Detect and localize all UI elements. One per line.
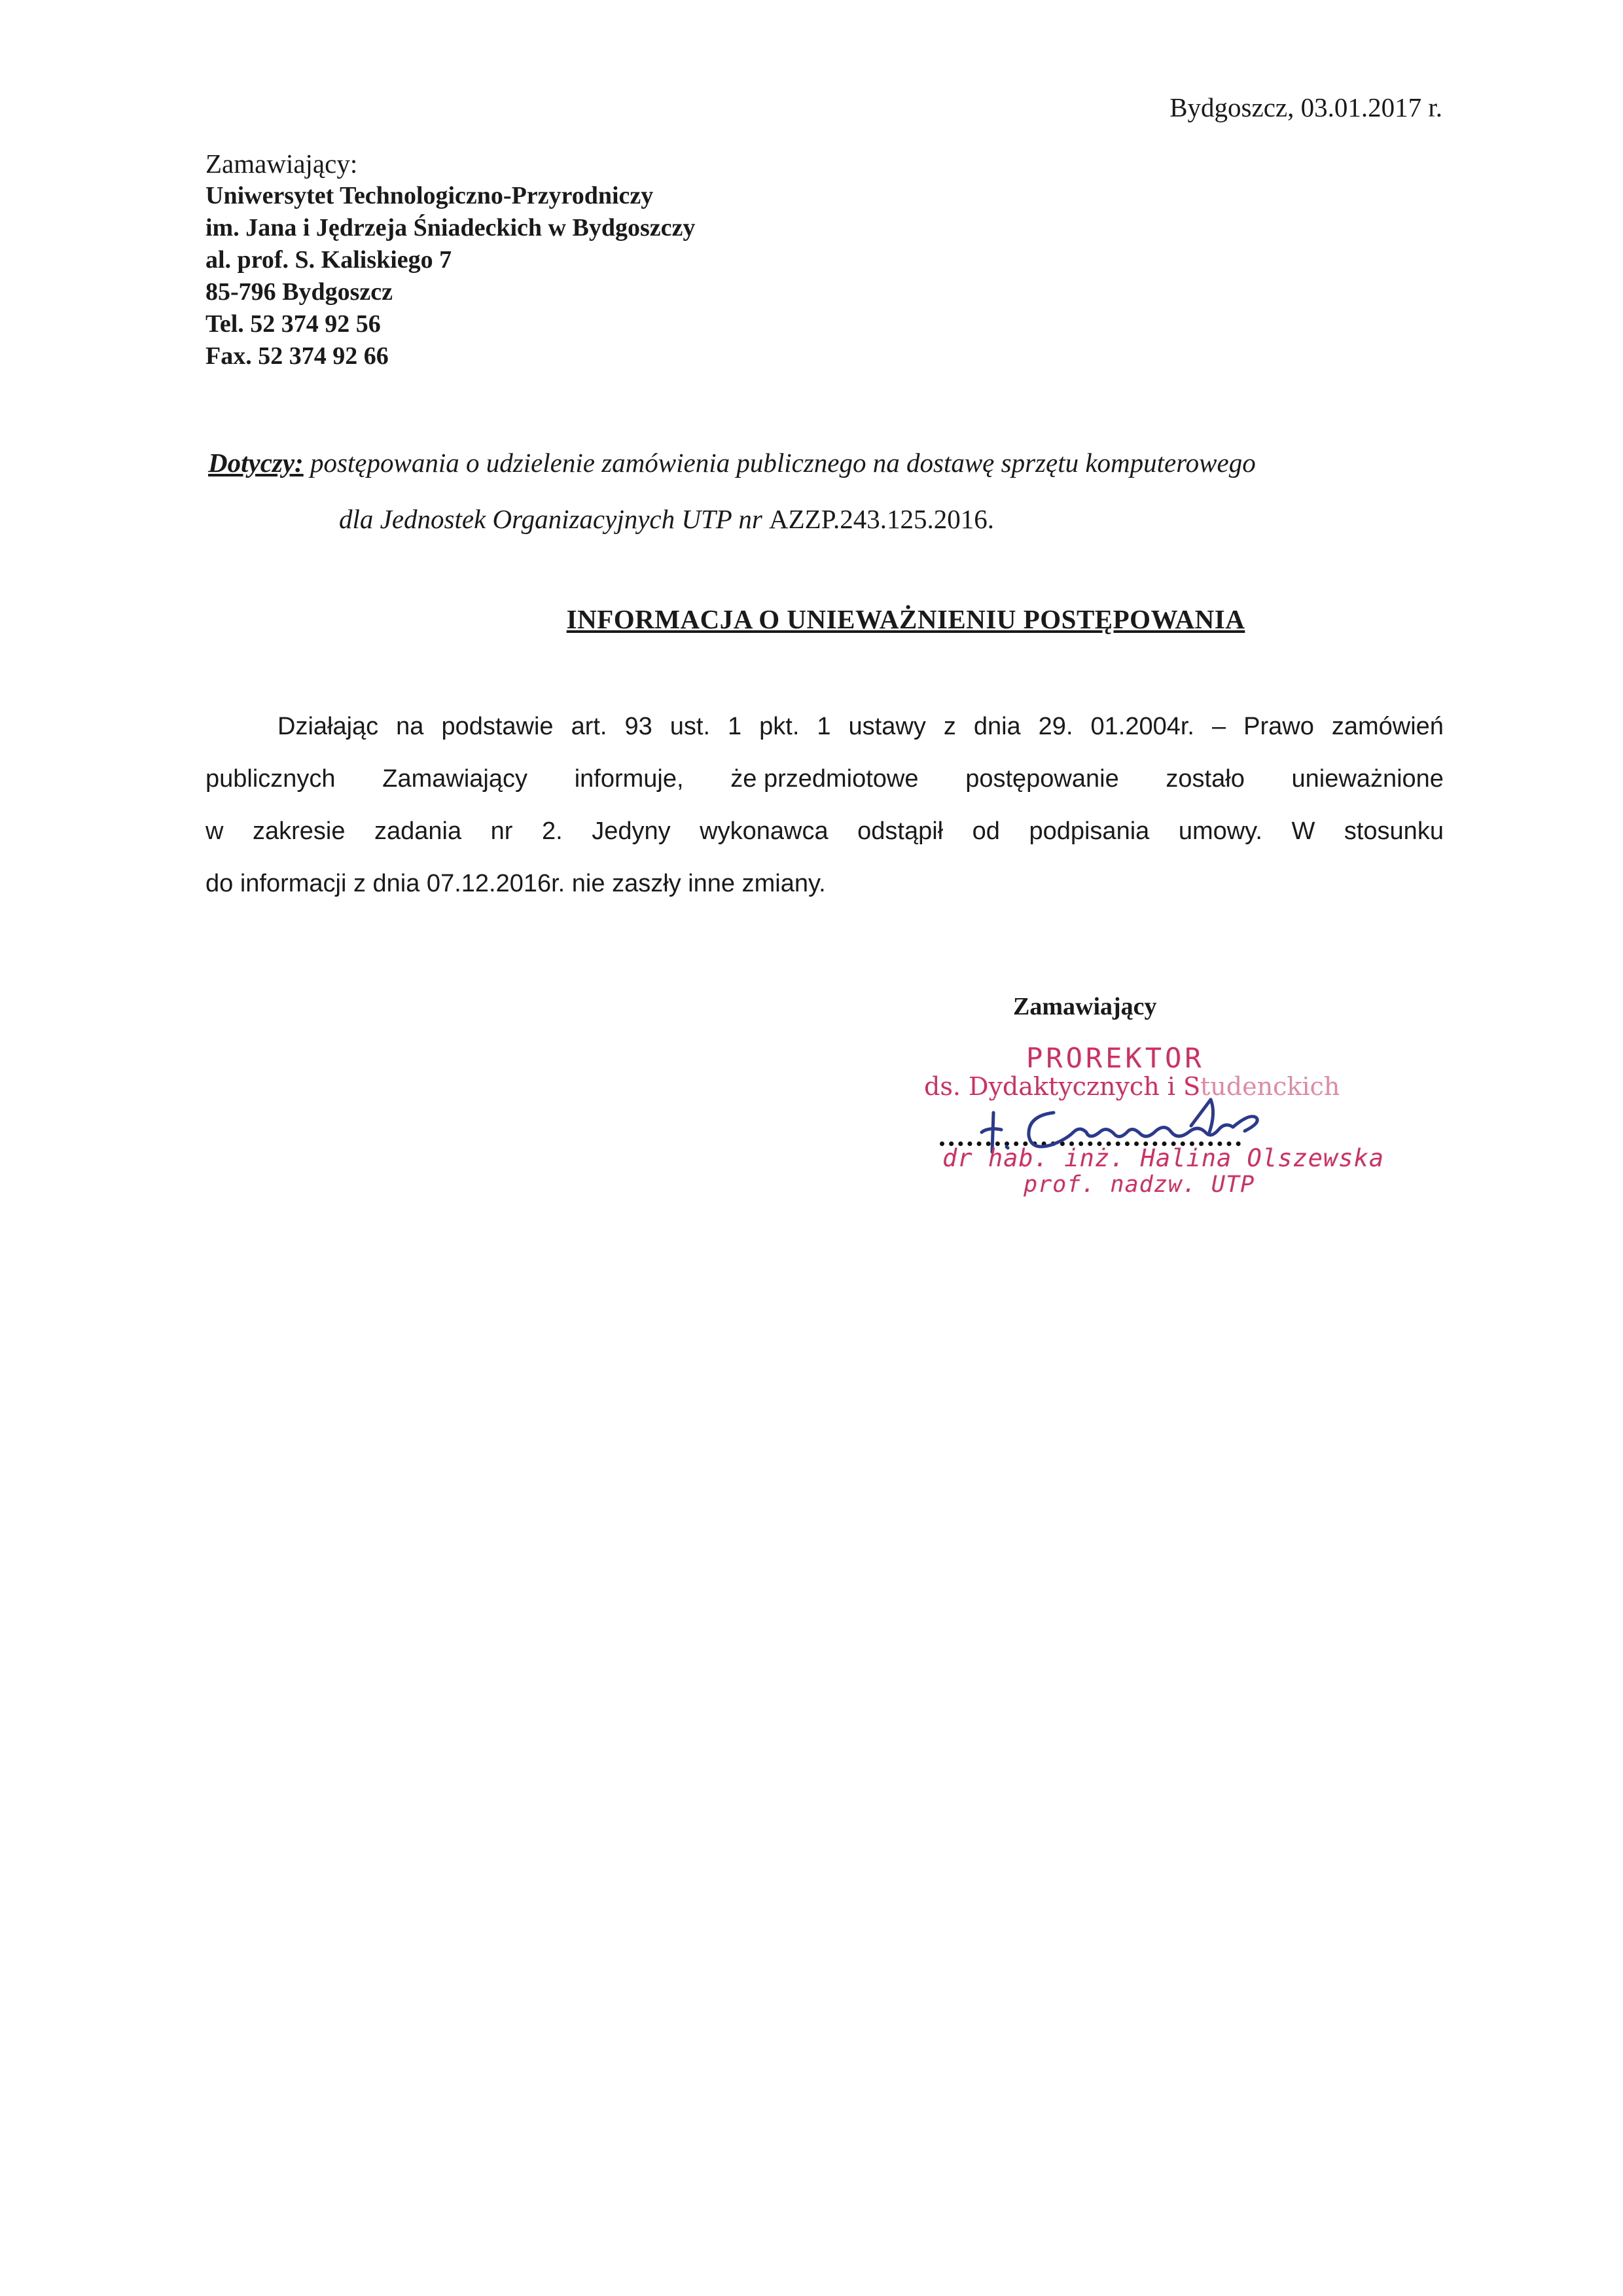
body-line-1 <box>205 700 1444 753</box>
body-word: zamówień <box>1331 713 1444 740</box>
stamp-department-part1: ds. Dydaktycznych i S <box>924 1072 1201 1101</box>
address-tel: Tel. 52 374 92 56 <box>205 310 381 338</box>
body-word: Jedyny <box>592 817 671 845</box>
subject-text-2: dla Jednostek Organizacyjnych UTP nr <box>339 504 770 534</box>
body-word: ust. <box>669 713 711 740</box>
subject-block <box>208 435 1445 547</box>
address-postal: 85-796 Bydgoszcz <box>205 278 393 306</box>
body-word: pkt. <box>759 713 800 740</box>
body-word: że przedmiotowe <box>730 765 919 793</box>
body-word: podstawie <box>441 713 554 740</box>
signer-label: Zamawiający <box>1013 993 1157 1020</box>
body-word: art. <box>571 713 607 740</box>
subject-reference: AZZP.243.125.2016. <box>769 504 994 534</box>
body-word: Prawo <box>1243 713 1314 740</box>
body-word: unieważnione <box>1291 765 1444 793</box>
body-word: z <box>943 713 956 740</box>
body-paragraph <box>205 700 1444 910</box>
body-word: informuje, <box>574 765 684 793</box>
body-word: 2. <box>542 817 563 845</box>
body-word: 1 <box>817 713 831 740</box>
body-word: nr <box>490 817 513 845</box>
body-word: od <box>972 817 1000 845</box>
address-label: Zamawiający: <box>205 149 358 179</box>
body-word: ustawy <box>848 713 926 740</box>
body-line-2 <box>205 753 1444 805</box>
subject-line1 <box>208 435 1445 491</box>
body-line-3 <box>205 805 1444 857</box>
body-word: 93 <box>624 713 652 740</box>
address-name-line1: Uniwersytet Technologiczno-Przyrodniczy <box>205 182 654 209</box>
body-word: publicznych <box>205 765 336 793</box>
body-word: zadania <box>374 817 462 845</box>
body-word: W <box>1291 817 1315 845</box>
subject-key: Dotyczy: <box>208 448 304 478</box>
body-word: wykonawca <box>700 817 829 845</box>
subject-text: postępowania o udzielenie zamówienia publicznego na dostawę sprzętu komputerowego <box>303 448 1256 478</box>
body-word: odstąpił <box>857 817 944 845</box>
body-word: dnia <box>973 713 1021 740</box>
stamp-title: PROREKTOR <box>1026 1042 1205 1074</box>
body-word: Działając <box>277 713 379 740</box>
stamp-department-part2: tudenckich <box>1200 1072 1340 1101</box>
address-name-line2: im. Jana i Jędrzeja Śniadeckich w Bydgoszczy <box>205 214 696 242</box>
body-word: 1 <box>728 713 742 740</box>
body-word: – <box>1211 713 1226 740</box>
stamp-name: dr hab. inż. Halina Olszewska <box>942 1144 1385 1172</box>
document-date: Bydgoszcz, 03.01.2017 r. <box>1169 92 1442 122</box>
body-word: postępowanie <box>965 765 1119 793</box>
body-word: zostało <box>1166 765 1245 793</box>
stamp-position: prof. nadzw. UTP <box>1024 1172 1255 1198</box>
body-word: podpisania <box>1029 817 1150 845</box>
contracting-authority-address <box>205 148 695 372</box>
document-title-text: INFORMACJA O UNIEWAŻNIENIU POSTĘPOWANIA <box>566 604 1245 634</box>
address-fax: Fax. 52 374 92 66 <box>205 342 389 370</box>
body-word: stosunku <box>1344 817 1444 845</box>
body-word: 29. <box>1038 713 1073 740</box>
body-word: na <box>396 713 424 740</box>
body-line-4: do informacji z dnia 07.12.2016r. nie zaszły inne zmiany. <box>205 870 826 897</box>
document-title <box>0 603 1623 635</box>
body-word: zakresie <box>252 817 346 845</box>
body-word: Zamawiający <box>382 765 527 793</box>
address-street: al. prof. S. Kaliskiego 7 <box>205 246 452 274</box>
body-word: w <box>205 817 224 845</box>
subject-line2 <box>208 491 1445 547</box>
body-word: 01.2004r. <box>1090 713 1194 740</box>
body-word: umowy. <box>1178 817 1262 845</box>
